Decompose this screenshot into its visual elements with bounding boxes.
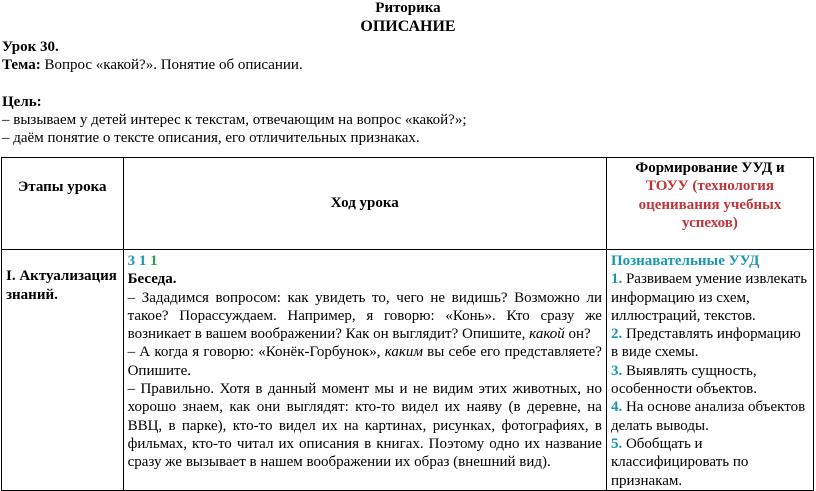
header-uud-line1: Формирование УУД и <box>635 160 785 176</box>
p2-italic: каким <box>384 344 423 361</box>
marks-blue: 3 1 <box>127 253 147 269</box>
header-uud-line2: ТОУУ (технология оценивания учебных успехов) <box>638 178 782 231</box>
paragraph-1 <box>128 289 602 344</box>
uud-item <box>611 270 809 325</box>
subject-title: Риторика <box>375 0 441 16</box>
topic-text: Вопрос «какой?». Понятие об описании. <box>40 57 303 73</box>
stage-cell: I. Актуализация знаний. <box>2 250 124 491</box>
paragraph-2 <box>128 343 602 380</box>
uud-item <box>611 435 809 490</box>
p1-text: – Зададимся вопросом: как увидеть то, чего не видишь? Возможно ли такое? Порассуждаем. Например, я говорю: «Конь». Кто сразу же возникает в вашем воображении? Как он выглядит? Опишите, <box>127 289 602 343</box>
uud-item <box>611 362 809 399</box>
uud-item-text: Развиваем умение извлекать информацию из схем, иллюстраций, текстов. <box>610 271 808 324</box>
topic-label: Тема: <box>2 57 41 73</box>
uud-item-text: На основе анализа объектов делать выводы. <box>610 399 806 434</box>
lesson-topic <box>2 57 303 74</box>
uud-item-number: 3. <box>610 362 623 379</box>
uud-item-number: 1. <box>610 271 623 288</box>
uud-item-text: Обобщать и классифицировать по признакам. <box>610 435 749 489</box>
uud-item <box>611 398 809 435</box>
header-course: Ход урока <box>123 158 606 250</box>
uud-item-text: Представлять информацию в виде схемы. <box>610 326 801 361</box>
goal-item: – даём понятие о тексте описания, его отличительных признаках. <box>2 130 420 146</box>
p1-italic: какой <box>529 326 565 343</box>
table-row <box>2 250 814 491</box>
uud-item-text: Выявлять сущность, особенности объектов. <box>610 362 757 398</box>
p1-end: он? <box>564 326 591 343</box>
uud-title: Познавательные УУД <box>610 253 760 269</box>
lesson-number: Урок 30. <box>2 39 59 55</box>
goal-item: – вызываем у детей интерес к текстам, отвечающим на вопрос «какой?»; <box>2 112 467 128</box>
header-uud <box>606 158 813 250</box>
uud-item <box>611 325 809 362</box>
paragraph-3: – Правильно. Хотя в данный момент мы и не видим этих животных, но хорошо знаем, как они выглядят: кто-то видел их наяву (в деревне, на ВВЦ, в парке), кто-то видел их на картинах, рисунках, фотографиях, в фильмах, кто-то читал их описания в книгах. Поэтому одно их название сразу же вызывает в нашем воображении их образ (внешний вид). <box>127 381 602 471</box>
marks-green: 1 <box>150 253 158 269</box>
uud-item-number: 4. <box>610 399 623 416</box>
marks <box>128 252 602 270</box>
uud-item-number: 2. <box>610 326 623 343</box>
table-header-row <box>2 158 814 250</box>
p2-end: вы себе его представляете? Опишите. <box>127 344 602 379</box>
conversation-label: Беседа. <box>127 271 177 288</box>
page-title: ОПИСАНИЕ <box>360 18 456 35</box>
course-cell <box>123 250 606 491</box>
goal-label: Цель: <box>2 94 42 110</box>
p2-text: – А когда я говорю: «Конёк-Горбунок», <box>127 344 385 361</box>
uud-item-number: 5. <box>610 435 623 452</box>
header-stages: Этапы урока <box>2 158 124 250</box>
lesson-table <box>1 157 814 491</box>
uud-cell <box>606 250 813 491</box>
